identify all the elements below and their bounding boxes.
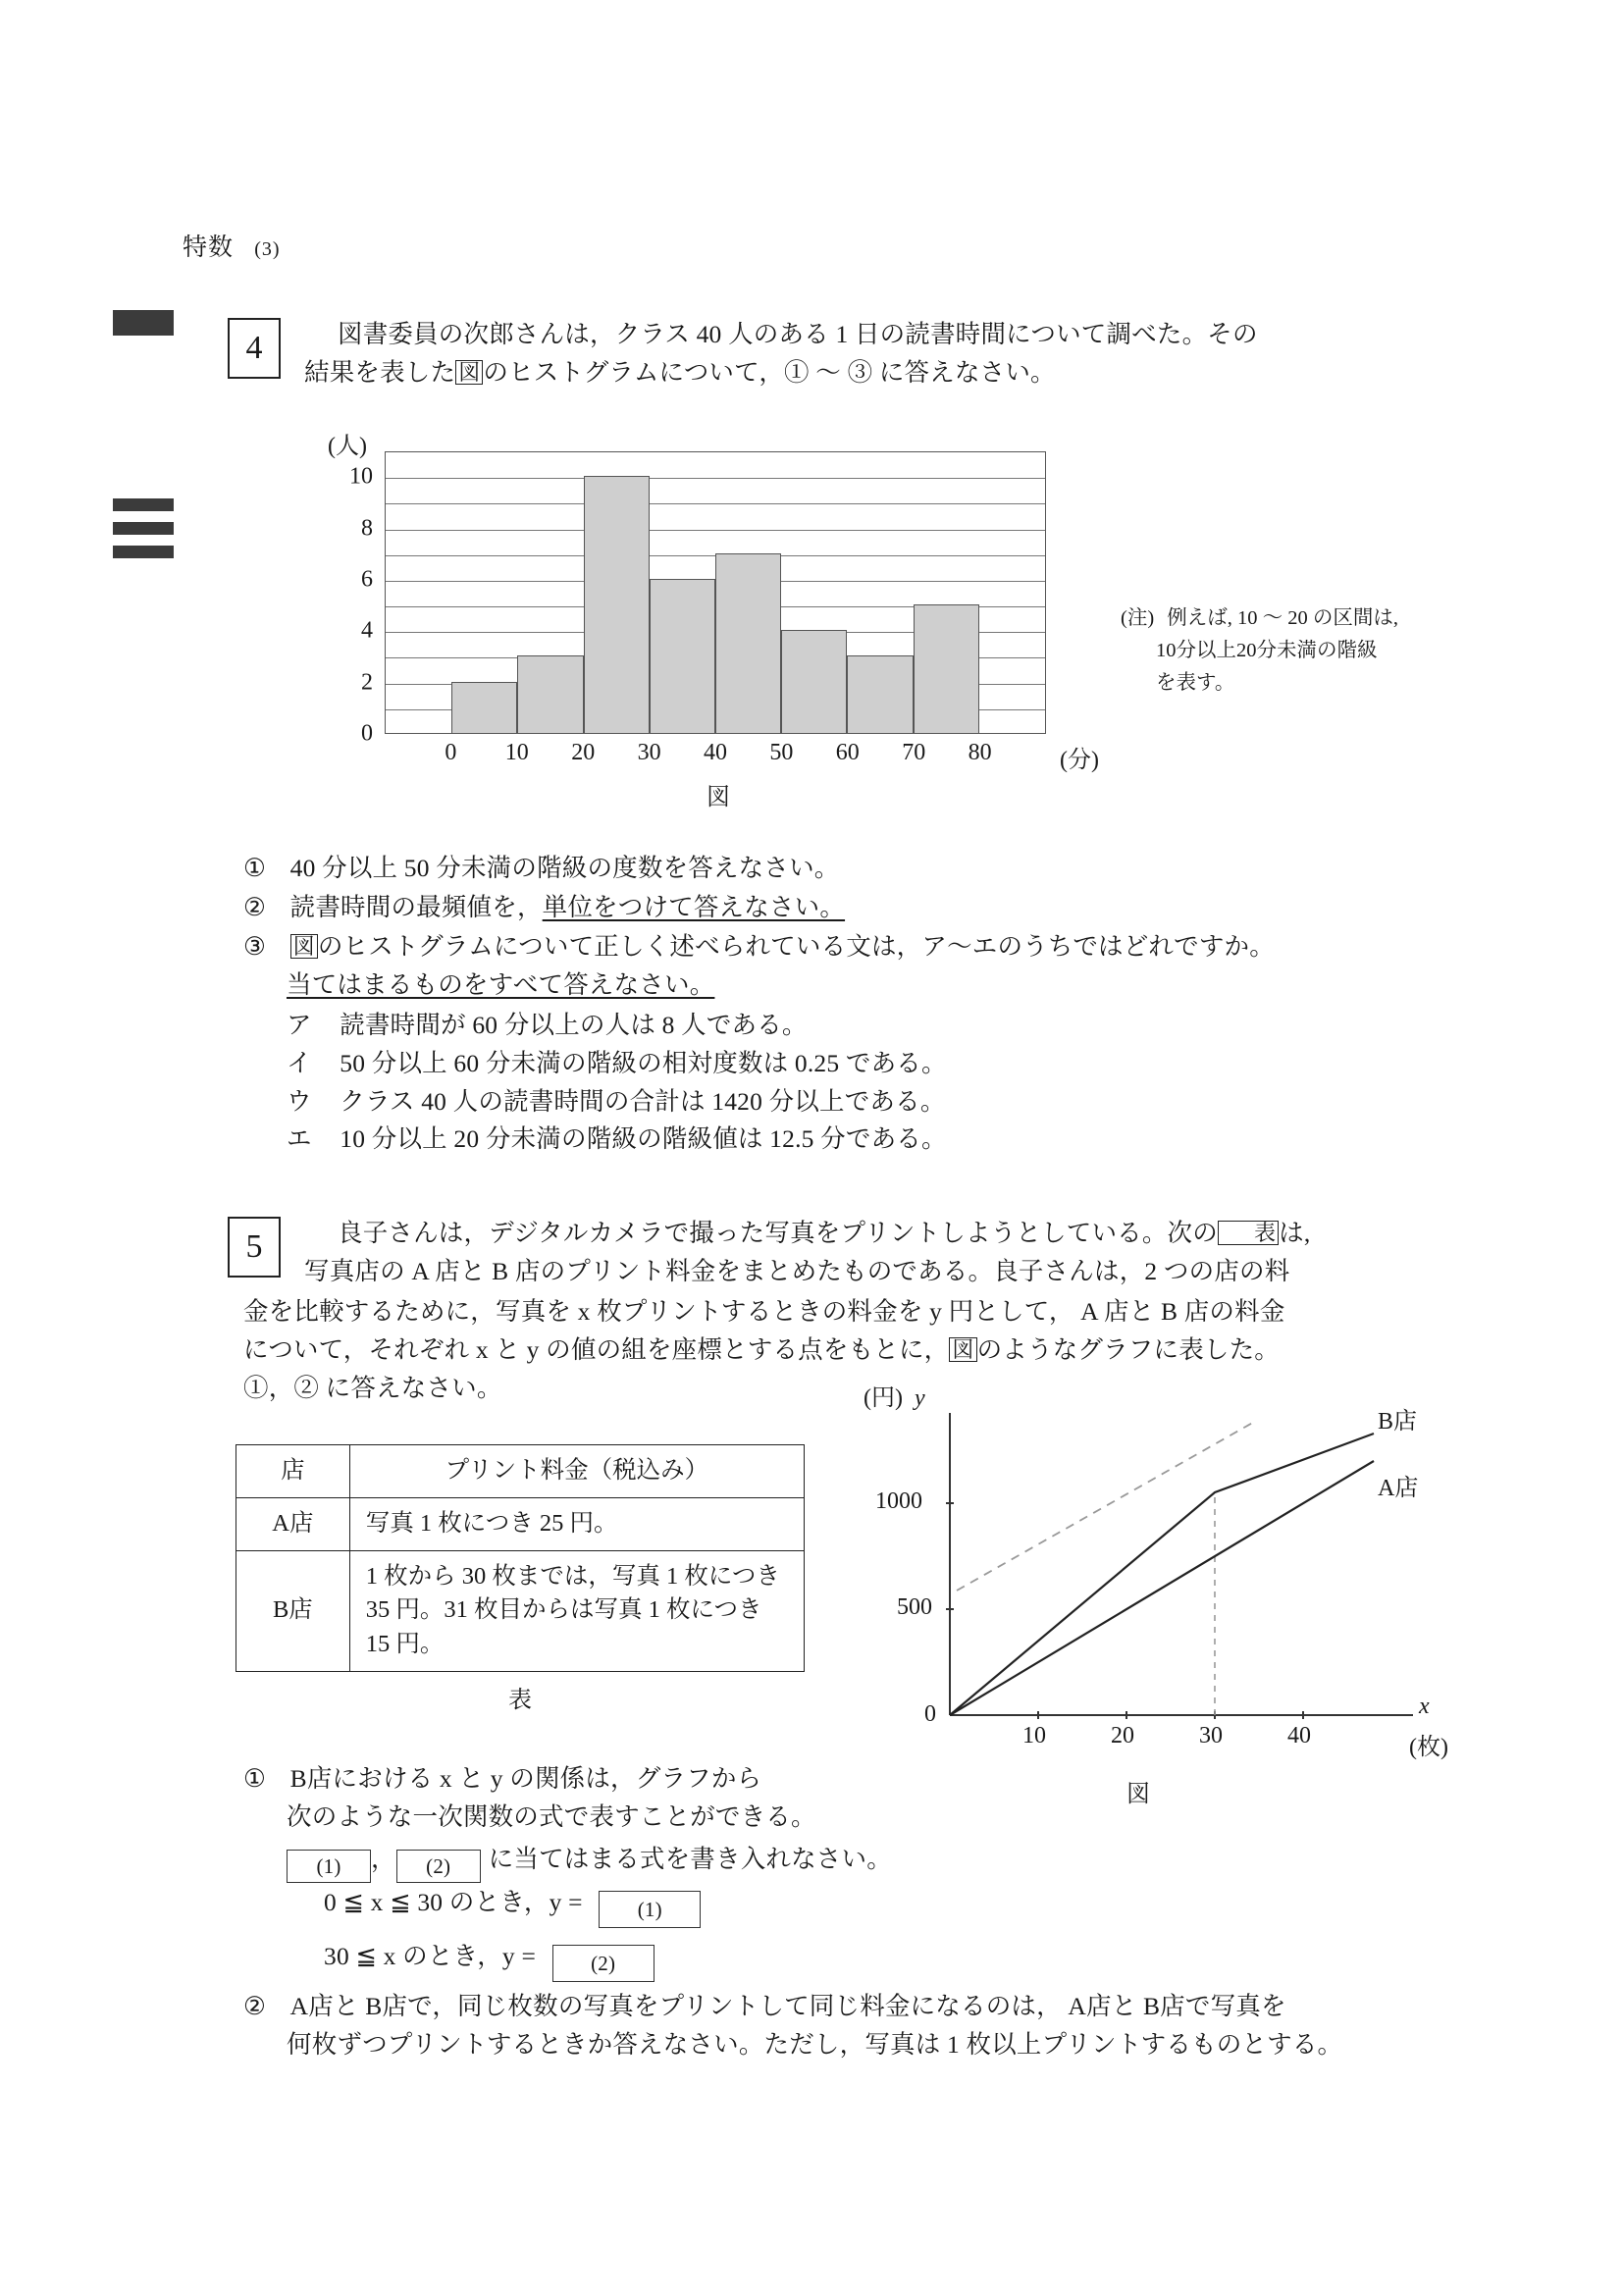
table-header-row <box>236 1445 805 1498</box>
q5-item-2-marker: ② <box>243 1992 267 2020</box>
q5-item-2 <box>243 1988 1509 2064</box>
figure-reference-icon: 図 <box>949 1337 976 1362</box>
choice-text-a: 読書時間が 60 分以上の人は 8 人である。 <box>340 1011 808 1039</box>
graph-series-label-b: B店 <box>1378 1409 1418 1435</box>
q4-item-1-text: 40 分以上 50 分未満の階級の度数を答えなさい。 <box>289 854 840 882</box>
histogram-x-tick-label: 40 <box>704 740 727 765</box>
choice-text-u: クラス 40 人の読書時間の合計は 1420 分以上である。 <box>340 1086 946 1116</box>
histogram-x-axis-unit: (分) <box>1060 748 1099 773</box>
graph-series-label-a: A店 <box>1378 1476 1419 1501</box>
graph-line-b-shop <box>950 1434 1374 1715</box>
print-price-table <box>236 1444 805 1672</box>
histogram-y-tick-label: 2 <box>361 669 373 696</box>
histogram-bar <box>650 579 715 733</box>
histogram-y-tick-label: 6 <box>361 566 373 593</box>
histogram-bin <box>386 452 451 733</box>
answer-blank-2-ref[interactable]: (2) <box>396 1850 481 1883</box>
q5-intro-line1: 良子さんは，デジタルカメラで撮った写真をプリントしようとしている。次の <box>338 1219 1218 1247</box>
question-5-intro <box>304 1215 1496 1291</box>
q5-item-1-comma: ， <box>371 1844 396 1873</box>
histogram-x-tick-label: 10 <box>504 740 529 765</box>
choice-text-e: 10 分以上 20 分未満の階級の階級値は 12.5 分である。 <box>340 1124 947 1154</box>
histogram-bar <box>715 553 781 733</box>
figure-reference-icon: 図 <box>455 360 483 385</box>
page-number: (3) <box>254 238 281 260</box>
q5-eq2-prefix: 30 ≦ x のとき，y = <box>324 1942 537 1970</box>
histogram-x-tick-label: 70 <box>902 740 926 765</box>
table-cell-store-a: A店 <box>236 1497 350 1550</box>
q5-eq1-prefix: 0 ≦ x ≦ 30 のとき，y = <box>324 1888 583 1916</box>
graph-x-tick-30: 30 <box>1199 1723 1223 1748</box>
histogram-x-tick-label: 30 <box>637 740 661 765</box>
q4-choices <box>287 1007 1503 1159</box>
histogram-caption: 図 <box>707 785 730 810</box>
graph-y-unit-label: (円) <box>864 1385 903 1411</box>
q5-item-1-line1: B店における x と y の関係は，グラフから <box>289 1764 762 1793</box>
q4-item-3-line1: のヒストグラムについて正しく述べられている文は，ア～エのうちではどれですか。 <box>317 932 1275 961</box>
choice-marker-a: ア <box>287 1011 312 1039</box>
answer-blank-2[interactable]: (2) <box>552 1945 654 1982</box>
graph-dashed-extension <box>957 1421 1256 1591</box>
histogram-y-ticks <box>326 451 381 747</box>
q4-intro-line1: 図書委員の次郎さんは，クラス 40 人のある 1 日の読書時間について調べた。その <box>338 320 1258 348</box>
graph-x-axis-unit: (枚) <box>1409 1735 1448 1760</box>
graph-y-tick-500: 500 <box>897 1594 932 1620</box>
note-line-2: 10分以上20分未満の階級 <box>1156 640 1378 662</box>
question-4-number: 4 <box>228 318 281 379</box>
choice-row <box>287 1007 1503 1045</box>
table-cell-store-b: B店 <box>236 1550 350 1671</box>
table-header-price: プリント料金（税込み） <box>349 1445 804 1498</box>
choice-marker-u: ウ <box>287 1086 312 1116</box>
q4-item-3 <box>243 928 1499 1005</box>
table-cell-price-a: 写真 1 枚につき 25 円。 <box>349 1497 804 1550</box>
print-price-line-graph <box>864 1378 1492 1809</box>
histogram-plot-area <box>385 451 1046 734</box>
histogram-bin <box>715 452 781 733</box>
histogram-bar <box>781 630 847 733</box>
q4-item-1-marker: ① <box>243 854 267 882</box>
histogram-bin <box>584 452 650 733</box>
graph-x-tick-40: 40 <box>1287 1723 1311 1748</box>
choice-row <box>287 1121 1503 1159</box>
graph-origin-label: 0 <box>924 1701 936 1727</box>
graph-x-tick-20: 20 <box>1111 1723 1134 1748</box>
q4-item-2-text: 読書時間の最頻値を， <box>289 893 543 921</box>
histogram-bar <box>847 655 913 733</box>
histogram-bin <box>914 452 979 733</box>
graph-svg <box>864 1378 1492 1770</box>
q4-item-1 <box>243 850 1490 888</box>
graph-caption: 図 <box>1126 1782 1150 1807</box>
answer-blank-1[interactable]: (1) <box>599 1891 701 1928</box>
histogram-x-tick-label: 20 <box>571 740 596 765</box>
q5-intro-line4-a: について，それぞれ x と y の値の組を座標とする点をもとに， <box>243 1334 950 1364</box>
table-row <box>236 1550 805 1671</box>
answer-blank-1-ref[interactable]: (1) <box>287 1850 371 1883</box>
histogram-bin <box>979 452 1045 733</box>
q5-item-2-line1: A店と B店で，同じ枚数の写真をプリントして同じ料金になるのは， A店と B店で写真を <box>289 1992 1286 2020</box>
histogram-bar <box>914 604 979 733</box>
histogram-bar <box>517 655 583 733</box>
q4-item-2 <box>243 889 1490 927</box>
table-row <box>236 1497 805 1550</box>
graph-x-tick-10: 10 <box>1022 1723 1046 1748</box>
q4-intro-line2-a: 結果を表した <box>304 357 456 387</box>
q5-intro-line1-end: は, <box>1279 1219 1311 1247</box>
histogram-y-tick-label: 4 <box>361 617 373 644</box>
histogram-bin <box>781 452 847 733</box>
registration-square-mark <box>113 310 174 336</box>
q4-item-3-marker: ③ <box>243 932 267 961</box>
choice-row <box>287 1045 1503 1083</box>
q5-intro-line3: 金を比較するために，写真を x 枚プリントするときの料金を y 円として， A 店と B 店の料金 <box>243 1297 1285 1326</box>
q5-item-2-line2: 何枚ずつプリントするときか答えなさい。ただし，写真は 1 枚以上プリントするものとする。 <box>287 2029 1343 2059</box>
histogram-x-tick-label: 50 <box>769 740 794 765</box>
table-reference-icon: 表 <box>1218 1221 1279 1245</box>
table-header-store: 店 <box>236 1445 350 1498</box>
note-line-3: を表す。 <box>1156 672 1235 695</box>
q4-item-3-line2: 当てはまるものをすべて答えなさい。 <box>287 969 715 999</box>
q5-item-1-marker: ① <box>243 1764 267 1793</box>
q5-item-1 <box>243 1760 989 1883</box>
figure-reference-icon: 図 <box>290 934 318 959</box>
q5-intro-line5: ①，② に答えなさい。 <box>243 1373 502 1402</box>
choice-text-i: 50 分以上 60 分未満の階級の相対度数は 0.25 である。 <box>340 1048 947 1077</box>
note-label: (注) <box>1121 607 1155 629</box>
histogram-bin <box>847 452 913 733</box>
note-line-1: 例えば, 10 〜 20 の区間は, <box>1167 607 1399 629</box>
histogram-bin <box>517 452 583 733</box>
histogram-x-tick-label: 80 <box>968 740 992 765</box>
graph-y-tick-1000: 1000 <box>875 1488 922 1514</box>
page-header <box>183 228 281 263</box>
table-caption: 表 <box>508 1688 532 1713</box>
histogram-bar <box>584 476 650 733</box>
table-cell-price-b: 1 枚から 30 枚までは，写真 1 枚につき 35 円。31 枚目からは写真 1 枚につき 15 円。 <box>349 1550 804 1671</box>
histogram-y-tick-label: 8 <box>361 515 373 542</box>
question-4-intro <box>304 316 1492 392</box>
histogram-x-tick-label: 60 <box>835 740 860 765</box>
histogram-y-tick-label: 10 <box>349 463 373 490</box>
histogram-bars <box>386 452 1045 733</box>
choice-marker-e: エ <box>287 1124 312 1154</box>
q4-item-2-text-underlined: 単位をつけて答えなさい。 <box>542 893 846 921</box>
choice-row <box>287 1083 1503 1122</box>
graph-x-axis-label: x <box>1419 1694 1430 1719</box>
histogram-y-axis-unit: (人) <box>328 434 367 459</box>
histogram-y-tick-label: 0 <box>361 720 373 747</box>
q5-item-1-line2: 次のような一次関数の式で表すことができる。 <box>287 1801 816 1831</box>
subject-label: 特数 <box>183 235 235 261</box>
q5-intro-line4-b: のようなグラフに表した。 <box>976 1334 1280 1364</box>
question-5-number: 5 <box>228 1217 281 1278</box>
q5-intro-line2: 写真店の A 店と B 店のプリント料金をまとめたものである。良子さんは，2 つの店の料 <box>304 1256 1290 1285</box>
q4-item-2-marker: ② <box>243 893 267 921</box>
choice-marker-i: イ <box>287 1048 312 1077</box>
histogram-bar <box>451 682 517 733</box>
graph-y-axis-label: y <box>914 1385 925 1411</box>
reading-time-histogram <box>326 430 1111 810</box>
registration-bar-marks <box>113 498 174 569</box>
q5-item-1-line3: に当てはまる式を書き入れなさい。 <box>488 1844 892 1873</box>
graph-line-a-shop <box>950 1461 1374 1715</box>
q5-equations <box>324 1884 1070 1982</box>
histogram-bin <box>451 452 517 733</box>
q4-intro-line2-b: のヒストグラムについて，① ～ ③ に答えなさい。 <box>483 357 1056 387</box>
histogram-x-tick-label: 0 <box>445 740 457 765</box>
histogram-x-ticks <box>385 740 1046 769</box>
histogram-bin <box>650 452 715 733</box>
histogram-note <box>1121 602 1398 701</box>
